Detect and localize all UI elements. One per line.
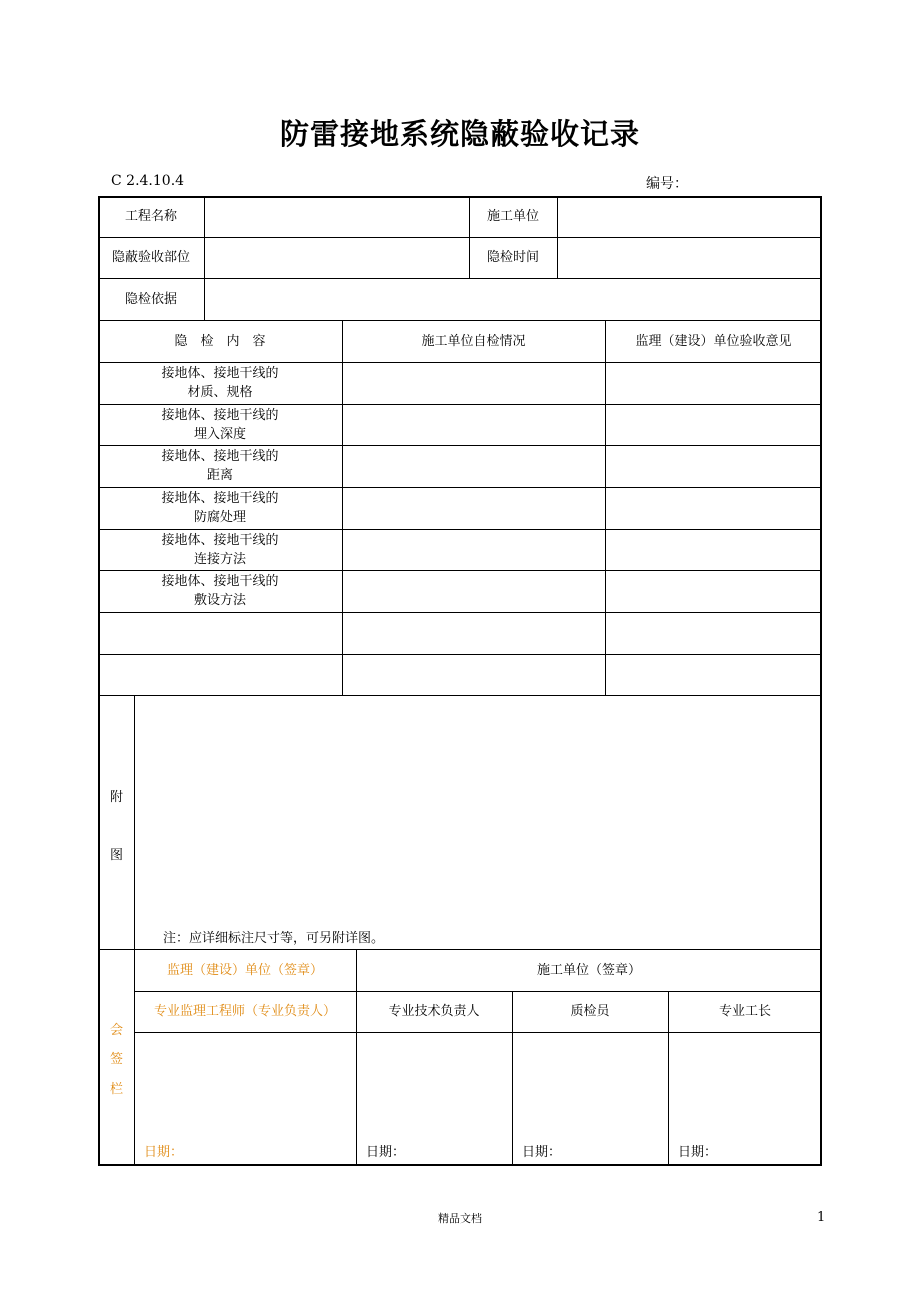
- inspection-item-line2: 防腐处理: [193, 510, 246, 525]
- inspection-item-line1: 接地体、接地干线的: [161, 532, 279, 548]
- inspection-item-line1: 接地体、接地干线的: [161, 491, 279, 506]
- footer-text: 精品文档: [438, 1212, 482, 1225]
- inspection-item-line2: 埋入深度: [193, 426, 246, 442]
- serial-number-label: 编号：: [646, 176, 688, 192]
- inspection-item: [98, 362, 342, 404]
- attachment-label-1: 附: [110, 790, 124, 805]
- inspection-item-line1: 接地体、接地干线的: [161, 449, 279, 464]
- date-label: 日期：: [366, 1145, 406, 1160]
- quality-inspector-label: 质检员: [570, 1004, 610, 1019]
- inspection-item-line2: 材质、规格: [187, 385, 253, 400]
- inspection-basis-field[interactable]: [205, 278, 822, 320]
- construction-unit-field[interactable]: [558, 196, 822, 237]
- signature-label-3: 栏: [110, 1082, 124, 1097]
- page-title: 防雷接地系统隐蔽验收记录: [279, 117, 640, 151]
- date-label: 日期：: [678, 1145, 718, 1160]
- supervision-engineer-label: 专业监理工程师（专业负责人）: [153, 1004, 336, 1019]
- inspection-item: [98, 445, 342, 487]
- header-self-check: 施工单位自检情况: [421, 333, 526, 349]
- signature-label-2: 签: [110, 1052, 124, 1067]
- inspection-item: [98, 487, 342, 529]
- construction-unit-seal-label: 施工单位（签章）: [536, 962, 641, 978]
- inspection-basis-label: 隐检依据: [124, 291, 177, 307]
- technical-lead-label: 专业技术负责人: [388, 1004, 480, 1019]
- foreman-label: 专业工长: [718, 1004, 771, 1019]
- form-code: C 2.4.10.4: [111, 173, 185, 189]
- inspection-item-line1: 接地体、接地干线的: [161, 407, 279, 423]
- inspection-item-line1: 接地体、接地干线的: [161, 366, 279, 381]
- project-name-field[interactable]: [205, 196, 469, 237]
- concealed-part-field[interactable]: [205, 237, 469, 278]
- inspection-item-line2: 敷设方法: [193, 593, 246, 608]
- header-inspection-content: 隐 检 内 容: [174, 333, 266, 349]
- date-label: 日期：: [522, 1145, 562, 1160]
- date-label: 日期：: [144, 1145, 184, 1160]
- inspection-time-field[interactable]: [558, 237, 822, 278]
- inspection-item: [98, 570, 342, 612]
- inspection-item-line2: 连接方法: [193, 551, 246, 567]
- inspection-item: [98, 529, 342, 570]
- project-name-label: 工程名称: [124, 209, 177, 224]
- inspection-item-line1: 接地体、接地干线的: [161, 574, 279, 589]
- signature-label-1: 会: [110, 1023, 124, 1038]
- construction-unit-label: 施工单位: [486, 209, 539, 224]
- attachment-note: 注：应详细标注尺寸等，可另附详图。: [163, 931, 385, 946]
- page-number: 1: [817, 1210, 826, 1225]
- concealed-part-label: 隐蔽验收部位: [111, 250, 190, 265]
- inspection-item-line2: 距离: [206, 468, 233, 483]
- supervision-unit-seal-label: 监理（建设）单位（签章）: [166, 962, 323, 978]
- attachment-label-2: 图: [110, 848, 124, 863]
- inspection-item: [98, 404, 342, 445]
- header-supervision-opinion: 监理（建设）单位验收意见: [635, 333, 792, 349]
- inspection-time-label: 隐检时间: [486, 250, 539, 265]
